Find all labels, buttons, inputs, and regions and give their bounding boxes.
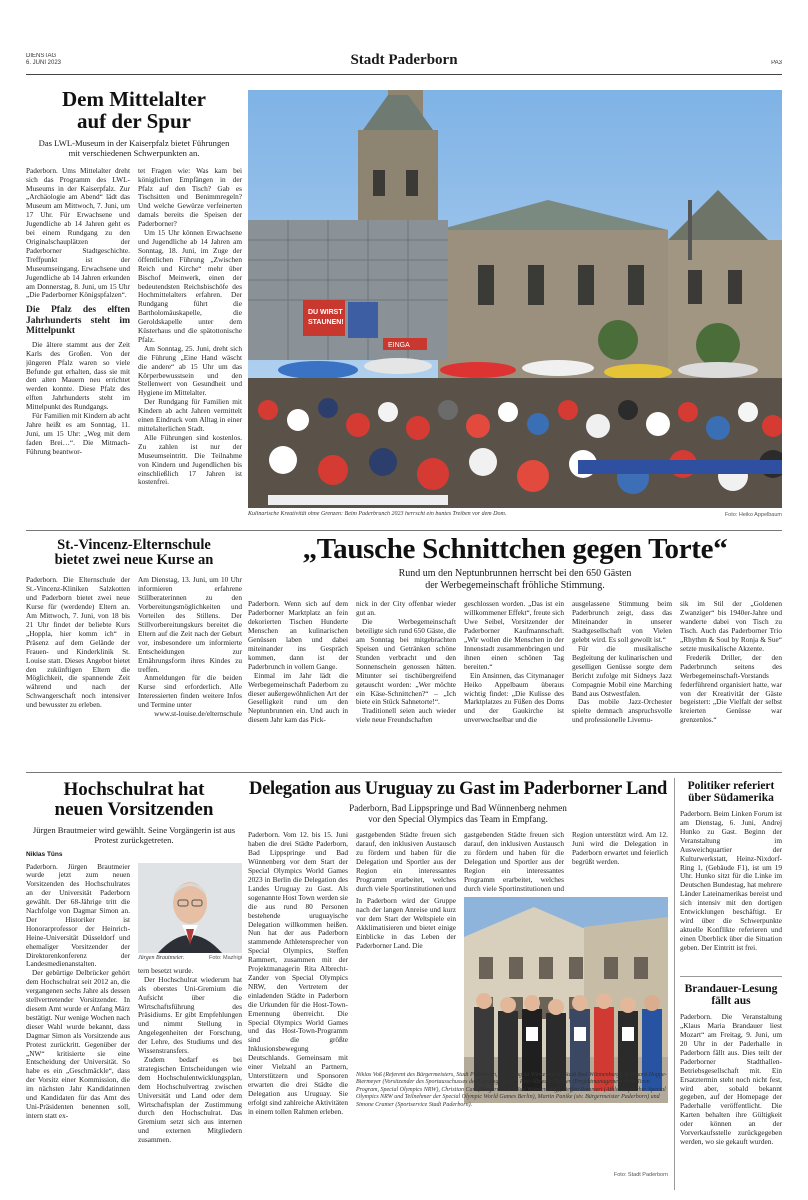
- article-elternschule: [26, 538, 242, 770]
- paragraph: Traditionell seien auch wieder viele neue Freundschaften: [356, 706, 456, 725]
- section-rule: [26, 530, 782, 531]
- paragraph: Das mobile Jazz-Orchester spielte demnach anspruchsvolle und professionelle Livemu-: [572, 697, 672, 725]
- paragraph: Die ältere stammt aus der Zeit Karls des Großen. Von der jüngeren Pfalz waren so viele Befunde gut erhalten, dass sie mit den alten Mauern neu errichtet werden konnte. Diese Pfalz des elften Jahrhunderts steht im Mittelpunkt des Rundgangs.: [26, 339, 130, 412]
- delegation-photo-credit: Foto: Stadt Paderborn: [613, 1172, 668, 1178]
- store-sign-text: EINGA: [388, 342, 410, 349]
- article-mittelalter-subtitle: Das LWL-Museum in der Kaiserpfalz bietet Führungen mit verschiedenen Schwerpunkten an.: [38, 138, 230, 159]
- header-day: DIENSTAG: [26, 53, 57, 59]
- title-line-1: Politiker referiert: [687, 780, 775, 792]
- article-hochschulrat-col2-text: [138, 967, 242, 1145]
- paragraph: Ein Ansinnen, das Citymanager Heiko Appelbaum überaus wichtig findet: „Die Kulisse des Marktplatzes zu Füßen des Doms und der Gaukirche ist unverwechselbar und die: [464, 670, 564, 725]
- portrait-graphic: [138, 863, 242, 953]
- article-uruguay-col4: Region unterstützt wird. Am 12. Juni wird die Delegation in Paderborn erwartet und feierlich begrüßt werden.: [572, 831, 668, 867]
- article-schnittchen-col2: [356, 600, 456, 725]
- article-hochschulrat-col1: [26, 863, 130, 1146]
- store-banner-text: DU WIRST: [308, 309, 343, 316]
- paragraph: Am Sonntag, 25. Juni, dreht sich die Führung „Eine Hand wäscht die andere“ ab 15 Uhr um das Körperbewusstsein und den Stellenwert von Gesundheit und Hygiene im Mittelalter.: [138, 343, 242, 398]
- article-politiker-title: [680, 780, 782, 804]
- paragraph: Für Familien mit Kindern ab acht Jahre heißt es am Sonntag, 11. Juni, um 15 Uhr: „Weg mit dem faden Brei…“. Die Mitmach-Führung beantwor-: [26, 411, 130, 456]
- paragraph: geschlossen worden. „Das ist ein willkommener Effekt“, freute sich Uwe Seibel, Vorsitzender der Paderborner Kaufmannschaft. „Wir wollen die Menschen in der Innenstadt zusammenbringen und ihnen einen schönen Tag bereiten.“: [464, 599, 564, 671]
- article-elternschule-title: [26, 538, 242, 568]
- title-line-2: fällt aus: [711, 995, 751, 1008]
- article-author: Niklas Tüns: [26, 850, 63, 858]
- article-schnittchen-title: „Tausche Schnittchen gegen Torte“: [302, 534, 728, 565]
- portrait-photo: [138, 863, 242, 953]
- paderbrunch-photo-graphic: [248, 90, 782, 508]
- subtitle-line-1: Rund um den Neptunbrunnen herrscht bei den 650 Gästen: [398, 568, 632, 580]
- paragraph: Paderborn. Ums Mittelalter dreht sich das Programm des LWL-Museums in der Kaiserpfalz. Zur „Archäologie am Abend“ lädt das Museum am Mittwoch, 7. Juni, um 17 Uhr. Für Erwachsene und Jugendliche ab 14 Jahren geht es bei einem Rundgang zu den Originalschauplätzen der Paderborner Stadtgeschichte. Treffpunkt ist der Museumseingang. Erwachsene und Jugendliche ab 14 Jahren erkunden am Donnerstag, 8. Juni, um 15 Uhr „Die Paderborner Königspfalzen“.: [26, 165, 130, 300]
- subtitle-line-2: vor den Special Olympics das Team in Empfang.: [368, 814, 548, 825]
- subtitle-line-2: der Werbegemeinschaft fröhliche Stimmung.: [425, 580, 605, 592]
- article-uruguay-subtitle: [248, 803, 668, 825]
- article-hochschulrat-col2: [138, 863, 242, 1146]
- article-mittelalter: [26, 88, 242, 528]
- paderbrunch-photo: [248, 90, 782, 508]
- article-brandauer-body: Paderborn. Die Veranstaltung „Klaus Maria Brandauer liest Mozart“ am Freitag, 9. Juni, um 20 Uhr in der Paderhalle in Paderborn fällt aus. Dies teilt der Paderborner Stadthallen-Betriebsgesellschaft mit. Ein Ersatztermin steht noch nicht fest, wird aber, sobald bekannt gegeben, auf der Homepage der Paderhalle veröffentlicht. Die Karten behalten ihre Gültigkeit oder können an der Vorverkaufsstelle zurückgegeben werden, wo sie gekauft wurden.: [680, 1012, 782, 1146]
- elternschule-link[interactable]: www.st-louise.de/elternschule: [154, 709, 242, 719]
- article-schnittchen-subtitle: [248, 568, 782, 592]
- section-title: Stadt Paderborn: [350, 52, 458, 68]
- paragraph: ausgelassene Stimmung beim Paderbrunch zeigt, dass das Miteinander in unserer Stadtgesellschaft von Vielen gelebt wird. Es soll gewollt ist.“: [572, 599, 672, 645]
- paragraph: Frederik Driller, der den Paderbrunch seitens des Werbegemeinschaft-Vorstands federführend organisiert hatte, war von der Kreativität der Gäste begeistert: „Die Vielfalt der selbst kreierten Genüsse war grenzenlos.“: [680, 652, 782, 725]
- paragraph: Anmeldungen für die beiden Kurse sind erforderlich. Alle Interessierten finden weitere Infos und Termine unter: [138, 673, 242, 710]
- header-date: [26, 53, 116, 67]
- paragraph: Alle Führungen sind kostenlos. Zu zahlen ist nur der Museumseintritt. Die Teilnahme von Kindern und Jugendlichen bis einschließlich 17 Jahren ist kostenfrei.: [138, 432, 242, 487]
- paragraph: Zudem bedarf es bei strategischen Entscheidungen wie dem Hochschulentwicklungsplan, dem Hochschulvertrag zwischen Universität und Land oder dem Wirtschaftsplan der Zustimmung durch den Hochschulrat. Das Gremium setzt sich aus internen und externen Mitgliedern zusammen.: [138, 1054, 242, 1145]
- article-uruguay-col2b: In Paderborn wird der Gruppe nach der langen Anreise und kurz vor dem Start der Weltspiele ein Akklimatisieren und bietet einige Einblicke in das Leben der Paderborner Land. Die: [356, 897, 456, 951]
- column-divider: [674, 778, 675, 1190]
- paragraph: nick in der City offenbar wieder gut an.: [356, 599, 456, 618]
- portrait-credit: Foto: Mazhigi: [208, 954, 242, 961]
- title-line-2: bietet zwei neue Kurse an: [54, 552, 214, 569]
- article-uruguay-col1: Paderborn. Vom 12. bis 15. Juni haben die drei Städte Paderborn, Bad Lippspringe und Bad Wünnenberg vor dem Start der Special Olympics World Games 2023 in Berlin die Delegation des Landes Uruguay zu Gast. Als sogenannte Host Town werden sie die aus rund 80 Personen bestehende uruguayische Delegation willkommen heißen. Nun hat der aus Paderborn stammende Athletensprecher von Special Olympics, Steffen Rammert, zusammen mit der Projektmanagerin Rita Albrecht-Zander von Special Olympics NRW, den Vertretern der einladenden Städte in Paderborn die Urkunden für die Host-Town-Ernennung überreicht. Die Special Olympics World Games und das Host-Town-Programm sind die größte Inklusionsbewegung Deutschlands. Gemeinsam mit einer Vielzahl an Partnern, Unterstützern und Sponsoren erwarten die drei Städte die Delegation aus Uruguay. Sie erfolgt sind zahlreiche Aktivitäten in einem tollen Rahmen erleben.: [248, 831, 348, 1116]
- paragraph: tern besetzt wurde.: [138, 965, 194, 975]
- header-date-text: 6. JUNI 2023: [26, 60, 62, 66]
- paragraph: tet Fragen wie: Was kam bei königlichen Empfängen in der Pfalz auf den Tisch? Gab es Tischsitten und Benimmregeln? Und welche Gewürze verfeinerten damals bereits die Speisen der Paderborner?: [138, 165, 242, 229]
- article-uruguay-title: Delegation aus Uruguay zu Gast im Paderborner Land: [249, 780, 667, 799]
- paragraph: sik im Stil der „Goldenen Zwanziger“ bis 1940er-Jahre und wanderte dabei von Tisch zu Tisch. Auch das Paderborner Trio „Rhythm & Soul by Ronja & Sue“ setzte musikalische Akzente.: [680, 599, 782, 653]
- article-schnittchen: [248, 534, 782, 772]
- article-hochschulrat-title: [26, 780, 242, 820]
- article-politiker-body: Paderborn. Beim Linken Forum ist am Dienstag, 6. Juni, Andrej Hunko zu Gast. Beginn der Veranstaltung im Ausweichquartier der Kulturwerkstatt, Heinz-Nixdorf-Ring 1, (Gebäude F1), ist um 19 Uhr. Hunko sitzt für die Linke im Deutschen Bundestag, hat mehrere Länder Lateinamerikas bereist und sich intensiv mit den dortigen Entwicklungen beschäftigt. Er wird über die Schwerpunkte aktuelle Konflikte referieren und einen Überblick über die Situation geben. Der Eintritt ist frei.: [680, 810, 782, 952]
- portrait-caption: Jürgen Brautmeier.: [138, 954, 185, 961]
- paragraph: Am Dienstag, 13. Juni, um 10 Uhr informieren erfahrene Stillberaterinnen zu den Vorbereitungsmöglichkeiten und Vorteilen des Stillens. Der Stillvorbereitungskurs bereitet die Eltern auf die Zeit nach der Geburt vor, insbesondere um informierte Entscheidungen zur Ernährungsform ihres Kindes zu treffen.: [138, 575, 242, 674]
- paderbrunch-photo-credit: Foto: Heiko Appelbaum: [724, 512, 782, 518]
- title-line-1: Hochschulrat hat: [63, 780, 205, 800]
- title-line-2: neuen Vorsitzenden: [54, 798, 214, 820]
- svg-text:STAUNEN!: STAUNEN!: [308, 319, 344, 326]
- section-rule: [26, 772, 782, 773]
- article-schnittchen-col4: [572, 600, 672, 725]
- title-line-1: St.-Vincenz-Elternschule: [57, 538, 211, 553]
- article-elternschule-col1: Paderborn. Die Elternschule der St.-Vincenz-Kliniken Salzkotten und Paderborn bietet zwei neue Kurse für (werdende) Eltern an. Am Mittwoch, 7. Juni, von 18 bis 21 Uhr findet der beliebte Kurs „Hoppla, hier komm ich“ in Präsenz auf dem Gelände der Frauen- und Kinderklinik St. Louise statt. Dieses Angebot bietet den zukünftigen Eltern die Möglichkeit, die spannende Zeit während und nach der Schwangerschaft noch intensiver und bewusster zu erleben.: [26, 575, 130, 710]
- title-line-2: auf der Spur: [77, 109, 191, 134]
- paderbrunch-photo-caption: Kulinarische Kreativität ohne Grenzen: Beim Paderbrunch 2023 herrscht ein buntes Treiben vor dem Dom.: [248, 511, 507, 517]
- paragraph: Der Rundgang für Familien mit Kindern ab acht Jahren vermittelt einen Eindruck vom Alltag in einer mittelalterlichen Stadt.: [138, 397, 242, 433]
- paragraph: Für die musikalische Begleitung der kulinarischen und geselligen Genüsse sorgte dem Bericht zufolge mit Sidneys Jazz Compagnie Mobil eine Marching Band aus Ostwestfalen.: [572, 643, 672, 698]
- paragraph: Paderborn. Jürgen Brautmeier wurde jetzt zum neuen Vorsitzenden des Hochschulrates an der Universität Paderborn gewählt. Der 68-Jährige tritt die Nachfolge von Dagmar Simon an. Der Historiker ist Honorarprofessor der Heinrich-Heine-Universität Düsseldorf und ehemaliger Vorsitzender der Direktorenkonferenz der Landesmedienanstalten.: [26, 861, 130, 969]
- article-brandauer-title: [680, 983, 782, 1007]
- article-hochschulrat-subtitle: Jürgen Brautmeier wird gewählt. Seine Vorgängerin ist aus Protest zurückgetreten.: [32, 824, 236, 846]
- header-rule: [26, 74, 782, 75]
- article-uruguay-col3: gastgebenden Städte freuen sich darauf, den inklusiven Austausch zu fördern und haben für die Delegation und Sportler aus der Region ein interessantes Programm erarbeitet, welches durch viele Sportinstitutionen und: [464, 831, 564, 893]
- delegation-photo-block: [464, 897, 668, 1187]
- paragraph: Der Hochschulrat wiederum hat als oberstes Uni-Gremium die Aufsicht über die Wirtschaftsführung des Präsidiums. Er gibt Empfehlungen und nimmt Stellung in Angelegenheiten der Forschung, der Lehre, des Studiums und des Wissenstransfers.: [138, 974, 242, 1056]
- title-line-2: über Südamerika: [688, 792, 774, 805]
- article-mittelalter-col2: [138, 167, 242, 488]
- article-mittelalter-subhead: Die Pfalz des elften Jahrhunderts steht im Mittelpunkt: [26, 305, 130, 337]
- article-uruguay: [248, 780, 668, 1190]
- article-schnittchen-col5: [680, 600, 782, 725]
- paragraph: Paderborn. Wenn sich auf dem Paderborner Marktplatz an fein dekorierten Tischen Hunderte Menschen an kulinarischen Genüssen laben und dabei miteinander ins Gespräch kommen, dann ist der Paderbrunch in vollem Gange.: [248, 599, 348, 671]
- page-number: PA3: [771, 60, 782, 66]
- article-uruguay-col2: gastgebenden Städte freuen sich darauf, den inklusiven Austausch zu fördern und haben für die Delegation und Sportler aus der Region ein interessantes Programm erarbeitet, welches durch viele Sportinstitutionen und: [356, 831, 456, 893]
- subtitle-line-1: Paderborn, Bad Lippspringe und Bad Wünnenberg nehmen: [349, 803, 567, 814]
- title-line-1: Brandauer-Lesung: [684, 983, 778, 996]
- sidebar-divider: [680, 976, 782, 977]
- article-mittelalter-col1: [26, 167, 130, 488]
- article-mittelalter-title: [26, 88, 242, 132]
- article-uruguay-right: [356, 831, 668, 1190]
- article-hochschulrat: [26, 780, 242, 1190]
- delegation-photo-caption: Niklas Voß (Referent des Bürgermeisters, Stadt Paderborn, v. l.), Angela Winkelmann (Stadt Bad Wünnenberg), Bernhard Hoppe-Biermeyer (Vorsitzender des Sportausschusses des Landtags NRW), Rita Albrecht-Zander (Projektmanagement Host Town Program, Special Olympics NRW), Christian Carl (Bürgermeister Bad Wünnenberg), Steffen Rammert (Athletensprecher Special Olympics NRW und Teilnehmer der Special Olympic World Games Berlin), Martin Panike (stv. Bürgermeister Paderborn) und Simone Cramer (Sportservice Stadt Paderborn).: [356, 1072, 667, 1108]
- article-schnittchen-col3: [464, 600, 564, 725]
- title-line-1: Dem Mittelalter: [62, 88, 206, 111]
- paragraph: Einmal im Jahr lädt die Werbegemeinschaft Paderborn zu dieser außergewöhnlichen Art der Geselligkeit rund um den Neptunbrunnen ein. Und auch in diesem Jahr kam das Pick-: [248, 670, 348, 725]
- article-elternschule-col2: [138, 576, 242, 719]
- paragraph: Um 15 Uhr können Erwachsene und Jugendliche ab 14 Jahren am Sonntag, 18. Juni, im Zuge der öffentlichen Führung „Zwischen Reich und Kirche“ mehr über Bischof Meinwerk, einen der bedeutendsten Reichsbischöfe des Hochmittelalters erfahren. Der Rundgang führt die Bartholomäuskapelle, die Geroldskapelle unter dem Küsterhaus und die spätottonische Pfalz.: [138, 228, 242, 344]
- article-schnittchen-col1: [248, 600, 348, 725]
- paragraph: Die Werbegemeinschaft beteiligte sich rund 650 Gäste, die am Sonntag bei mitgebrachten Speisen und Getränken schöne Stunden verbracht und den Sonnenschein genossen hätten. Mitunter sei tischübergreifend getauscht worden: „Wer möchte ein Käse-Schnittchen?“ – „Ich biete ein Stück Sahnetorte!“.: [356, 617, 456, 707]
- paragraph: Der gebürtige Delbrücker gehört dem Hochschulrat seit 2012 an, die vergangenen sechs Jahre als dessen stellvertretender Vorsitzender. In diesem Amt wurde er Anfang März bestätigt. Nur wenige Wochen nach dieser Wahl wurde bekannt, dass Dagmar Simon als Vorsitzende aus Protest zurückritt. Gegenüber der „NW“ kritisierte sie eine Entscheidung der Universität. So habe es ein „Geschmäckle“, dass der Vorsitz einer Kommission, die im nächsten Jahr Kandidatinnen und Kandidaten für das Amt des Uni-Präsidenten benennen soll, intern statt ex-: [26, 968, 130, 1120]
- sidebar: [680, 780, 782, 1190]
